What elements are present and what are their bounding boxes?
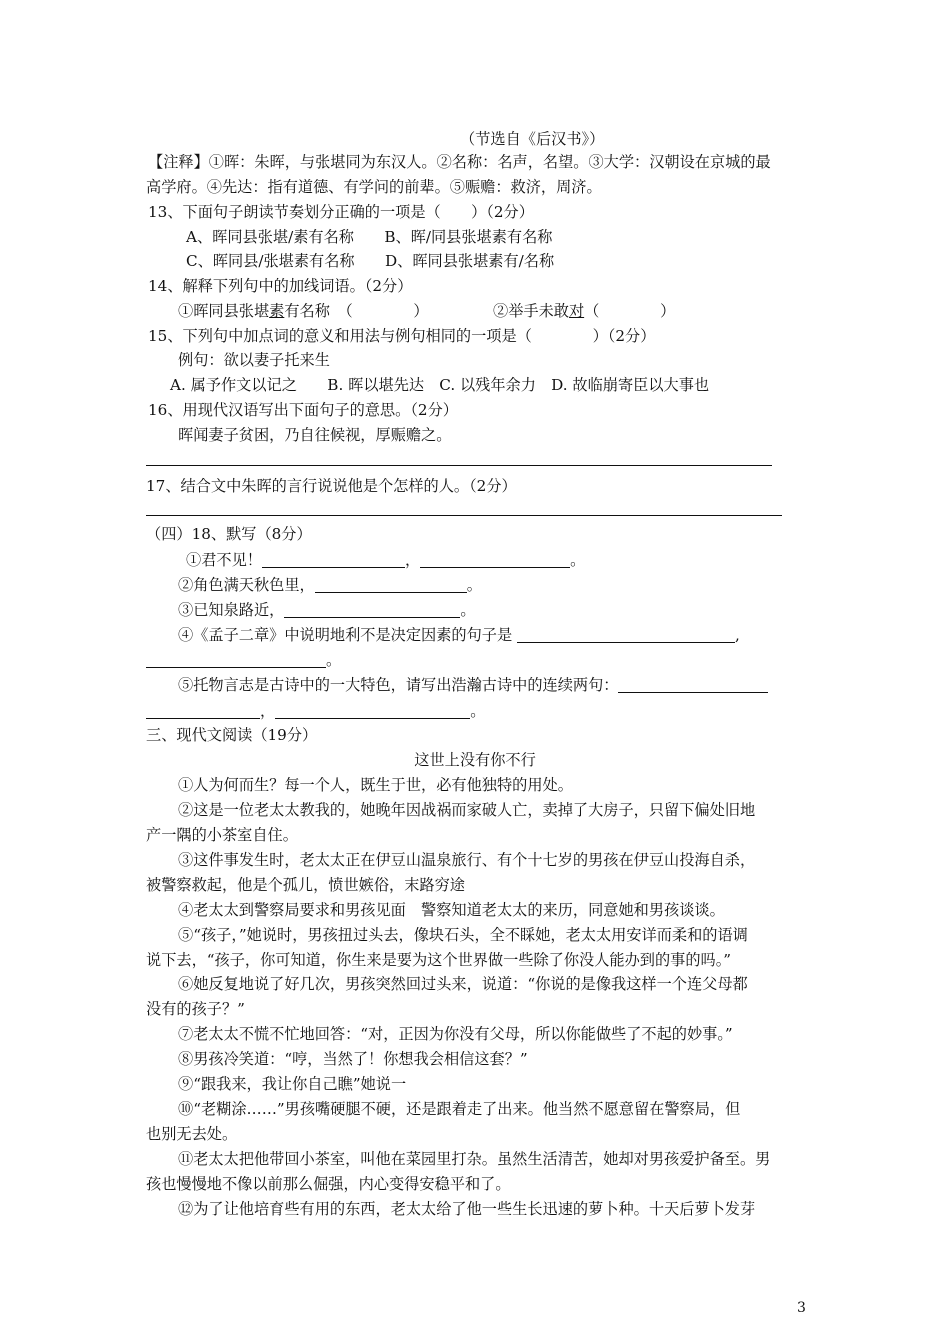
q14-item-2-underlined: 对 — [568, 302, 585, 320]
q18-item-5-cont: ， 。 — [146, 701, 485, 721]
paragraph-5-cont: 说下去，“孩子，你可知道，你生来是要为这个世界做一些除了你没人能办到的事的吗。” — [146, 951, 732, 969]
q16-sentence: 晖闻妻子贫困，乃自往候视，厚赈赡之。 — [178, 426, 452, 444]
note-line-2: 高学府。④先达：指有道德、有学问的前辈。⑤赈赡：救济，周济。 — [146, 178, 602, 196]
paragraph-3: ③这件事发生时，老太太正在伊豆山温泉旅行、有个十七岁的男孩在伊豆山投海自杀， — [178, 851, 756, 869]
paragraph-1: ①人为何而生？每一个人，既生于世，必有他独特的用处。 — [178, 776, 573, 794]
paragraph-10: ⑩“老糊涂……”男孩嘴硬腿不硬，还是跟着走了出来。他当然不愿意留在警察局，但 — [178, 1100, 741, 1118]
q15-stem: 15、下列句中加点词的意义和用法与例句相同的一项是（ ）（2分） — [148, 327, 656, 345]
paragraph-11: ⑪老太太把他带回小茶室，叫他在菜园里打杂。虽然生活清苦，她却对男孩爱护备至。男 — [178, 1150, 771, 1168]
paragraph-6: ⑥她反复地说了好几次，男孩突然回过头来，说道：“你说的是像我这样一个连父母都 — [178, 975, 748, 993]
q18-blank-4a[interactable] — [517, 626, 735, 643]
q18-heading: （四）18、默写（8分） — [146, 525, 312, 543]
paragraph-8: ⑧男孩冷笑道：“哼，当然了！你想我会相信这套？” — [178, 1050, 528, 1068]
q18-blank-2[interactable] — [315, 576, 467, 593]
q16-stem: 16、用现代汉语写出下面句子的意思。（2分） — [148, 401, 458, 419]
q14-stem: 14、解释下列句中的加线词语。（2分） — [148, 277, 413, 295]
q16-answer-line[interactable] — [146, 465, 772, 466]
paragraph-10-cont: 也别无去处。 — [146, 1125, 238, 1143]
q17-stem: 17、结合文中朱晖的言行说说他是个怎样的人。（2分） — [146, 477, 517, 495]
paragraph-9: ⑨“跟我来，我让你自己瞧”她说一 — [178, 1075, 407, 1093]
paragraph-5: ⑤“孩子，”她说时，男孩扭过头去，像块石头，全不睬她，老太太用安详而柔和的语调 — [178, 926, 748, 944]
q18-blank-3[interactable] — [284, 601, 460, 618]
paragraph-12: ⑫为了让他培育些有用的东西，老太太给了他一些生长迅速的萝卜种。十天后萝卜发芽 — [178, 1200, 756, 1218]
q18-item-2: ②角色满天秋色里， 。 — [178, 576, 482, 594]
paragraph-3-cont: 被警察救起，他是个孤儿，愤世嫉俗，末路穷途 — [146, 876, 465, 894]
paragraph-7: ⑦老太太不慌不忙地回答：“对，正因为你没有父母，所以你能做些了不起的妙事。” — [178, 1025, 733, 1043]
q18-blank-5a[interactable] — [618, 676, 768, 693]
section-3-heading: 三、现代文阅读（19分） — [146, 726, 318, 744]
q18-item-3: ③已知泉路近， 。 — [178, 601, 476, 619]
q18-blank-5b[interactable] — [146, 702, 260, 719]
q18-item-4-cont: 。 — [146, 650, 341, 670]
note-line-1: 【注释】①晖：朱晖，与张堪同为东汉人。②名称：名声，名望。③大学：汉朝设在京城的最 — [148, 153, 771, 171]
q15-example: 例句：欲以妻子托来生 — [178, 351, 330, 369]
q18-item-5: ⑤托物言志是古诗中的一大特色，请写出浩瀚古诗中的连续两句： — [178, 675, 768, 695]
q14-item-2: ②举手未敢对（ ） — [493, 302, 676, 320]
q18-blank-1b[interactable] — [420, 551, 570, 568]
q18-item-4: ④《孟子二章》中说明地利不是决定因素的句子是 , — [178, 626, 740, 644]
q18-blank-4b[interactable] — [146, 651, 326, 668]
q18-blank-5c[interactable] — [275, 702, 470, 719]
paragraph-4: ④老太太到警察局要求和男孩见面 警察知道老太太的来历，同意她和男孩谈谈。 — [178, 901, 725, 919]
source-line: （节选自《后汉书》） — [460, 130, 605, 148]
paragraph-2: ②这是一位老太太教我的，她晚年因战祸而家破人亡，卖掉了大房子，只留下偏处旧地 — [178, 801, 756, 819]
paragraph-6-cont: 没有的孩子？” — [146, 1000, 245, 1018]
q13-options-cd: C、晖同县/张堪素有名称 D、晖同县张堪素有/名称 — [186, 252, 555, 270]
article-title: 这世上没有你不行 — [414, 751, 536, 769]
q14-item-1: ①晖同县张堪素有名称 （ ） — [178, 302, 429, 320]
q18-blank-1a[interactable] — [262, 551, 405, 568]
paragraph-11-cont: 孩也慢慢地不像以前那么倔强，内心变得安稳平和了。 — [146, 1175, 511, 1193]
q17-answer-line[interactable] — [146, 515, 782, 516]
q13-stem: 13、下面句子朗读节奏划分正确的一项是（ ）（2分） — [148, 203, 534, 221]
q14-item-1-underlined: 素 — [269, 302, 285, 320]
page-number: 3 — [797, 1300, 806, 1316]
q15-options: A. 属予作文以记之 B. 晖以堪先达 C. 以残年余力 D. 故临崩寄臣以大事也 — [170, 376, 710, 394]
paragraph-2-cont: 产一隅的小茶室自住。 — [146, 826, 298, 844]
q18-item-1: ①君不见！ ， 。 — [186, 551, 586, 569]
q13-options-ab: A、晖同县张堪/素有名称 B、晖/同县张堪素有名称 — [186, 228, 553, 246]
